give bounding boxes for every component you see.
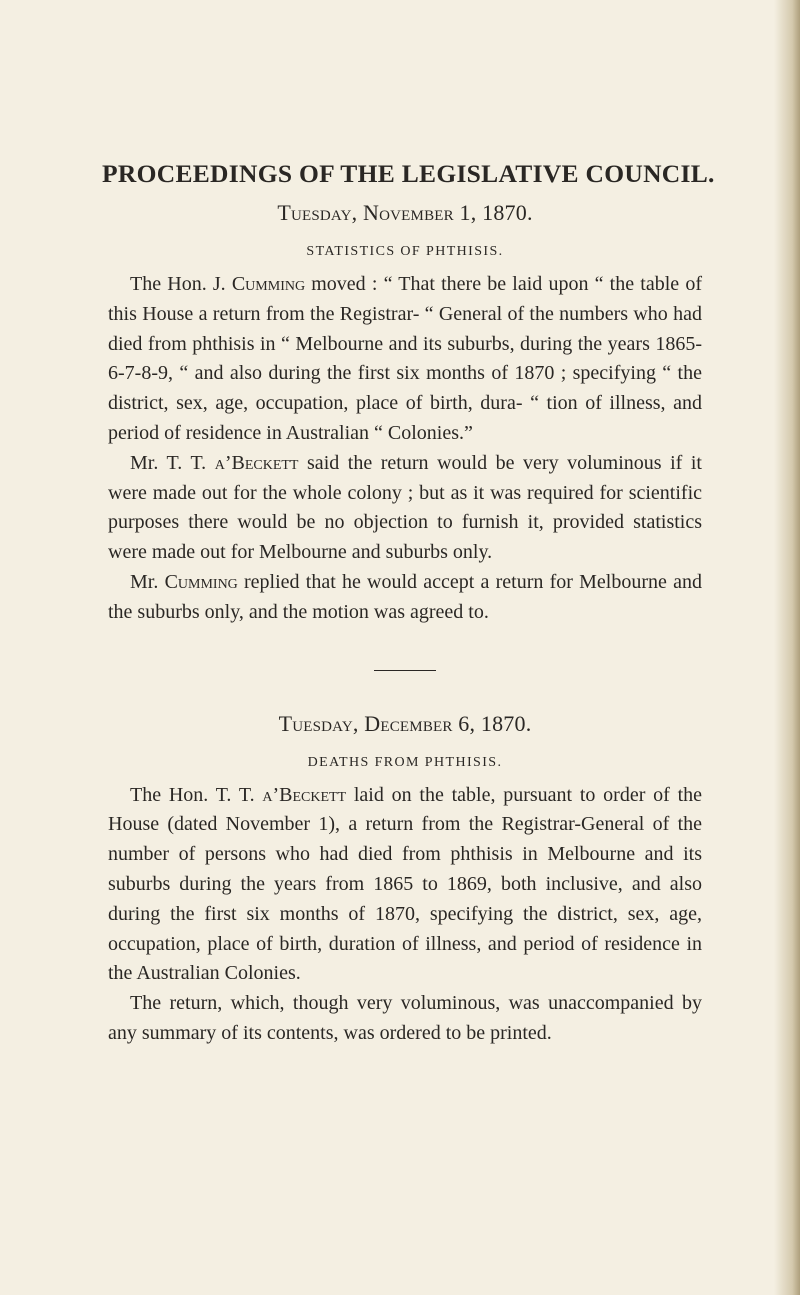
section-divider: [374, 670, 436, 671]
paragraph-response: [108, 449, 702, 568]
paragraph-tabled-return: [108, 781, 702, 990]
paragraph-reply: [108, 568, 702, 628]
paragraph-ordered-printed: The return, which, though very voluminous, was unaccompanied by any summary of its contents, was ordered to be printed.: [108, 992, 702, 1044]
paragraph-prefix: Mr.: [130, 570, 165, 593]
speaker-name: a’Beckett: [214, 451, 299, 474]
section-december: [108, 707, 702, 1049]
document-page: [102, 156, 715, 1049]
speaker-name: Cumming: [164, 570, 238, 593]
section-november: [108, 196, 702, 628]
page-edge-shadow: [774, 0, 800, 1295]
speaker-name: Cumming: [231, 273, 306, 295]
page-title: PROCEEDINGS OF THE LEGISLATIVE COUNCIL.: [102, 159, 715, 188]
paragraph-text: moved : “ That there be laid upon “ the table of this House a return from the Registrar- “ General of the numbers who had died from phthisis in “ Melbourne and its suburbs, during the years 1865-6-7-8-9, “ and also during the first six months of 1870 ; specifying “ the district, sex, age, occupation, place of birth, dura- “ tion of illness, and period of residence in Australian “ Colonies.”: [108, 273, 702, 444]
paragraph-text: laid on the table, pursuant to order of the House (dated November 1), a return from the Registrar-General of the number of persons who had died from phthisis in Melbourne and its suburbs during the years from 1865 to 1869, both inclusive, and also during the first six months of 1870, specifying the district, sex, age, occupation, place of birth, duration of illness, and period of residence in the Australian Colonies.: [108, 783, 703, 985]
paragraph-prefix: The Hon. T. T.: [130, 783, 263, 806]
section-subheading: DEATHS FROM PHTHISIS.: [307, 754, 503, 770]
paragraph-text: said the return would be very voluminous if it were made out for the whole colony ; but as it was required for scientific purposes there would be no objection to furnish it, provided statistics were made out for Melbourne and suburbs only.: [108, 451, 702, 564]
paragraph-prefix: Mr. T. T.: [130, 451, 215, 474]
section-subheading: STATISTICS OF PHTHISIS.: [306, 244, 504, 259]
paragraph-prefix: The Hon. J.: [130, 273, 232, 295]
section-date: Tuesday, December 6, 1870.: [278, 710, 532, 736]
section-date: Tuesday, November 1, 1870.: [277, 200, 533, 225]
speaker-name: a’Beckett: [262, 783, 347, 806]
paragraph-text: replied that he would accept a return for Melbourne and the suburbs only, and the motion was agreed to.: [108, 570, 702, 623]
paragraph-motion: [108, 270, 702, 449]
